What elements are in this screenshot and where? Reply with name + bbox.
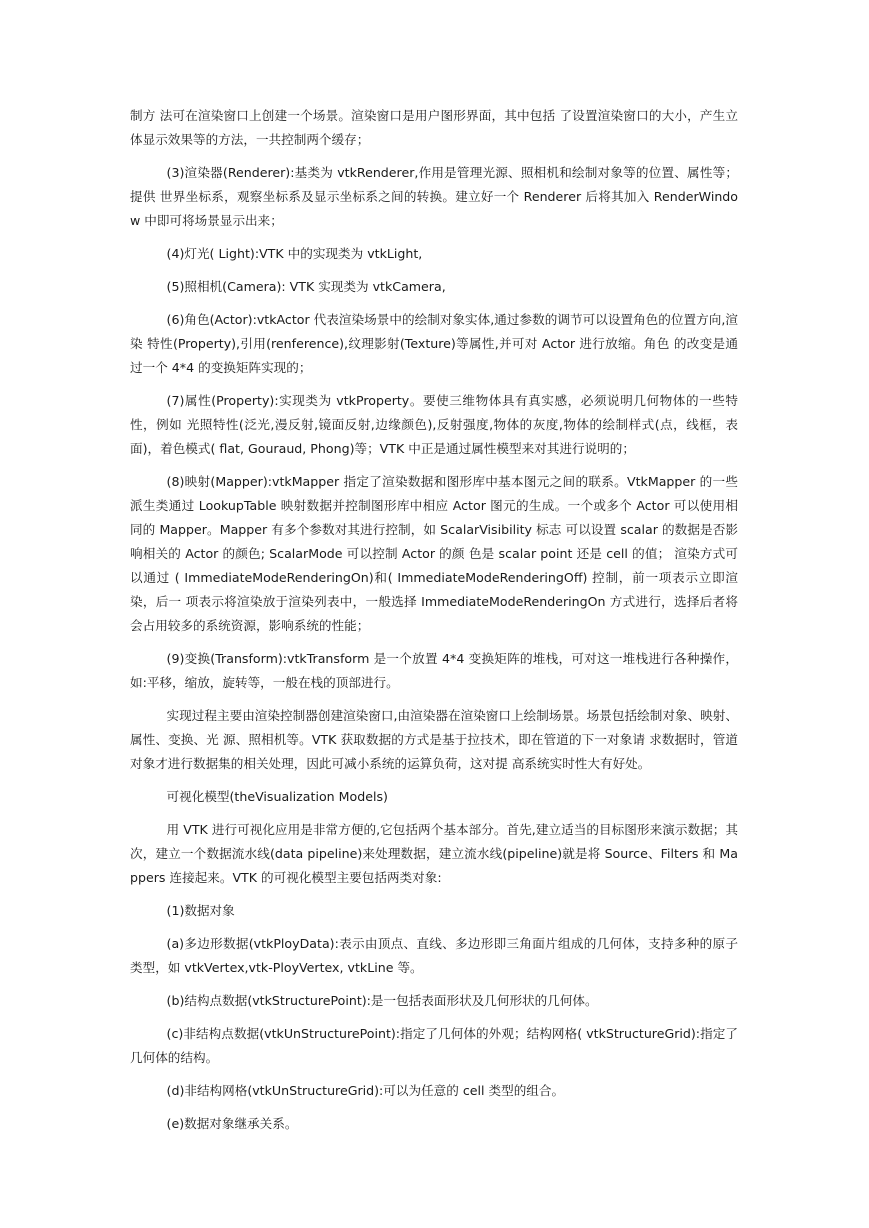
- paragraph-5: (6)角色(Actor):vtkActor 代表渲染场景中的绘制对象实体,通过参数的调节可以设置角色的位置方向,渲染 特性(Property),引用(renference),纹理影射(Texture)等属性,并可对 Actor 进行放缩。角色 的改变是通过一个 4*4 的变换矩阵实现的；: [130, 312, 738, 375]
- paragraph-3: (4)灯光( Light):VTK 中的实现类为 vtkLight,: [166, 246, 423, 261]
- section-heading: 可视化模型(theVisualization Models): [166, 789, 388, 804]
- paragraph-6: (7)属性(Property):实现类为 vtkProperty。要使三维物体具有真实感，必须说明几何物体的一些特性，例如 光照特性(泛光,漫反射,镜面反射,边缘颜色),反射强度,物体的灰度,物体的绘制样式(点，线框，表面)，着色模式( flat, Gouraud, Phong)等；VTK 中正是通过属性模型来对其进行说明的；: [130, 393, 738, 456]
- paragraph-17: (e)数据对象继承关系。: [166, 1116, 298, 1131]
- paragraph-15: (c)非结构点数据(vtkUnStructurePoint):指定了几何体的外观；结构网格( vtkStructureGrid):指定了几何体的结构。: [130, 1026, 738, 1065]
- paragraph-4: (5)照相机(Camera): VTK 实现类为 vtkCamera,: [166, 279, 446, 294]
- subheading-data-objects: (1)数据对象: [166, 903, 235, 918]
- paragraph-8: (9)变换(Transform):vtkTransform 是一个放置 4*4 变换矩阵的堆栈，可对这一堆栈进行各种操作，如:平移，缩放，旋转等，一般在栈的顶部进行。: [130, 651, 738, 690]
- paragraph-16: (d)非结构网格(vtkUnStructureGrid):可以为任意的 cell 类型的组合。: [166, 1083, 565, 1098]
- paragraph-13: (a)多边形数据(vtkPloyData):表示由顶点、直线、多边形即三角面片组成的几何体，支持多种的原子类型，如 vtkVertex,vtk-PloyVertex, vtkLine 等。: [130, 936, 738, 975]
- document-body: [130, 104, 738, 1145]
- paragraph-14: (b)结构点数据(vtkStructurePoint):是一包括表面形状及几何形状的几何体。: [166, 993, 598, 1008]
- paragraph-2: (3)渲染器(Renderer):基类为 vtkRenderer,作用是管理光源、照相机和绘制对象等的位置、属性等；提供 世界坐标系，观察坐标系及显示坐标系之间的转换。建立好一个 Renderer 后将其加入 RenderWindow 中即可将场景显示出来；: [130, 165, 738, 228]
- paragraph-1: 制方 法可在渲染窗口上创建一个场景。渲染窗口是用户图形界面，其中包括 了设置渲染窗口的大小，产生立体显示效果等的方法，一共控制两个缓存；: [130, 108, 738, 147]
- paragraph-11: 用 VTK 进行可视化应用是非常方便的,它包括两个基本部分。首先,建立适当的目标图形来演示数据；其次，建立一个数据流水线(data pipeline)来处理数据，建立流水线(pipeline)就是将 Source、Filters 和 Mappers 连接起来。VTK 的可视化模型主要包括两类对象:: [130, 822, 738, 885]
- paragraph-9: 实现过程主要由渲染控制器创建渲染窗口,由渲染器在渲染窗口上绘制场景。场景包括绘制对象、映射、属性、变换、光 源、照相机等。VTK 获取数据的方式是基于拉技术，即在管道的下一对象请 求数据时，管道对象才进行数据集的相关处理，因此可减小系统的运算负荷，这对提 高系统实时性大有好处。: [130, 708, 738, 771]
- paragraph-7: (8)映射(Mapper):vtkMapper 指定了渲染数据和图形库中基本图元之间的联系。VtkMapper 的一些派生类通过 LookupTable 映射数据并控制图形库中相应 Actor 图元的生成。一个或多个 Actor 可以使用相同的 Mapper。Mapper 有多个参数对其进行控制，如 ScalarVisibility 标志 可以设置 scalar 的数据是否影响相关的 Actor 的颜色; ScalarMode 可以控制 Actor 的颜 色是 scalar point 还是 cell 的值； 渲染方式可以通过 ( ImmediateModeRenderingOn)和( ImmediateModeRenderingOff) 控制，前一项表示立即渲染，后一 项表示将渲染放于渲染列表中，一般选择 ImmediateModeRenderingOn 方式进行，选择后者将会占用较多的系统资源，影响系统的性能；: [130, 474, 738, 633]
